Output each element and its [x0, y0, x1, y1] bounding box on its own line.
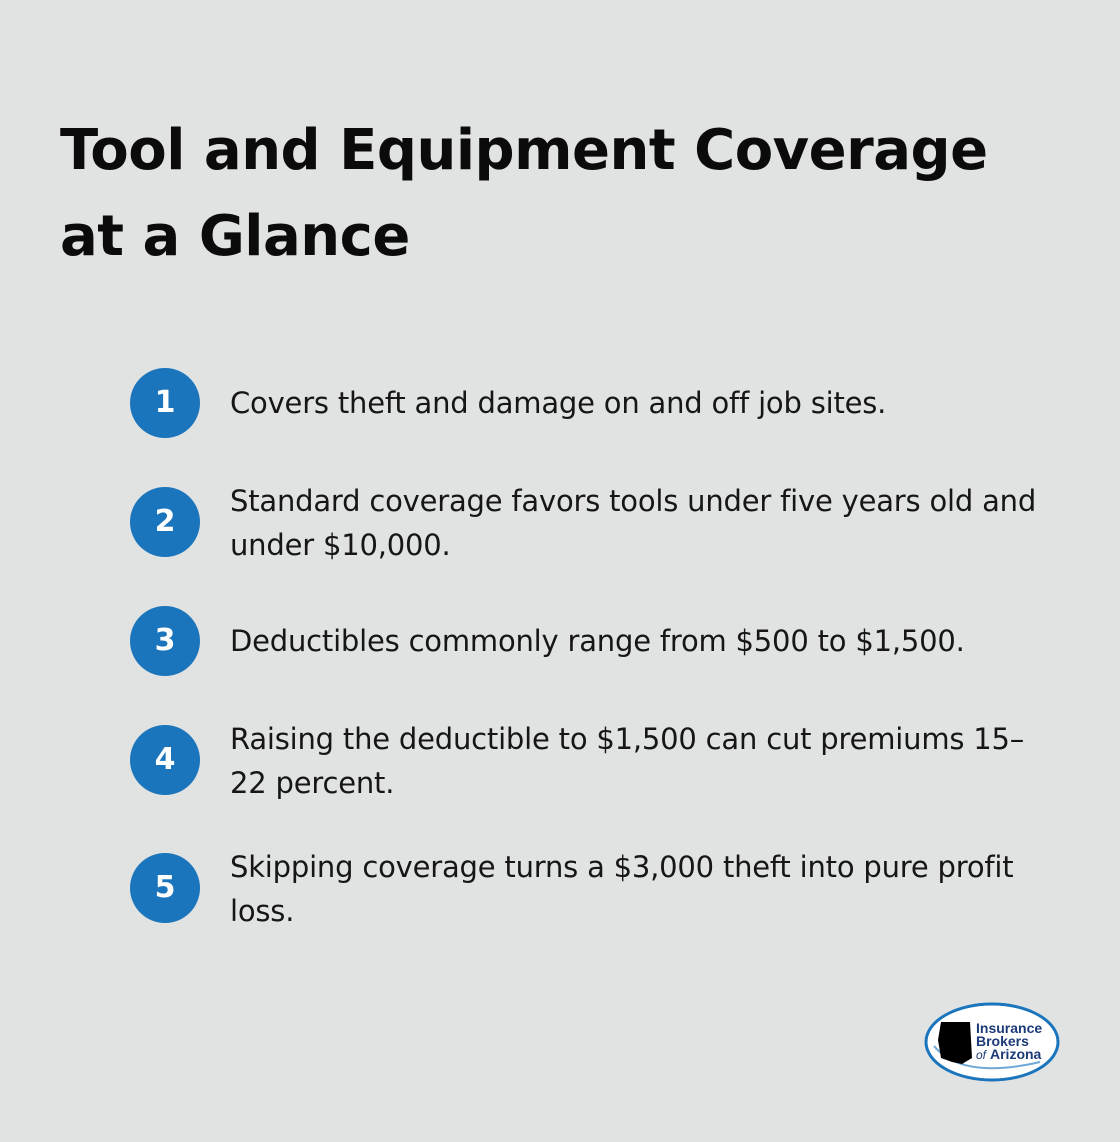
item-text-2: Standard coverage favors tools under five years old and under $10,000. — [230, 484, 1037, 562]
logo-line-3-of: of — [976, 1048, 987, 1062]
title-line-1: Tool and Equipment Coverage — [60, 118, 988, 183]
title-line-2: at a Glance — [60, 204, 410, 269]
arizona-map-icon — [938, 1022, 972, 1064]
logo-line-1: Insurance — [976, 1020, 1043, 1036]
number-badge-1: 1 — [130, 368, 200, 438]
logo-line-2: Brokers — [976, 1033, 1029, 1049]
insurance-brokers-logo — [922, 1000, 1062, 1084]
logo-line-3-name: Arizona — [990, 1046, 1042, 1062]
item-text-5: Skipping coverage turns a $3,000 theft into pure profit loss. — [230, 850, 1014, 928]
number-badge-5: 5 — [130, 853, 200, 923]
number-badge-3: 3 — [130, 606, 200, 676]
number-badge-4: 4 — [130, 725, 200, 795]
page-title — [60, 108, 1060, 280]
item-text-1: Covers theft and damage on and off job sites. — [230, 386, 887, 420]
logo-graphic — [922, 1000, 1062, 1084]
item-text-4: Raising the deductible to $1,500 can cut premiums 15–22 percent. — [230, 722, 1025, 800]
number-badge-2: 2 — [130, 487, 200, 557]
item-text-3: Deductibles commonly range from $500 to $1,500. — [230, 624, 965, 658]
